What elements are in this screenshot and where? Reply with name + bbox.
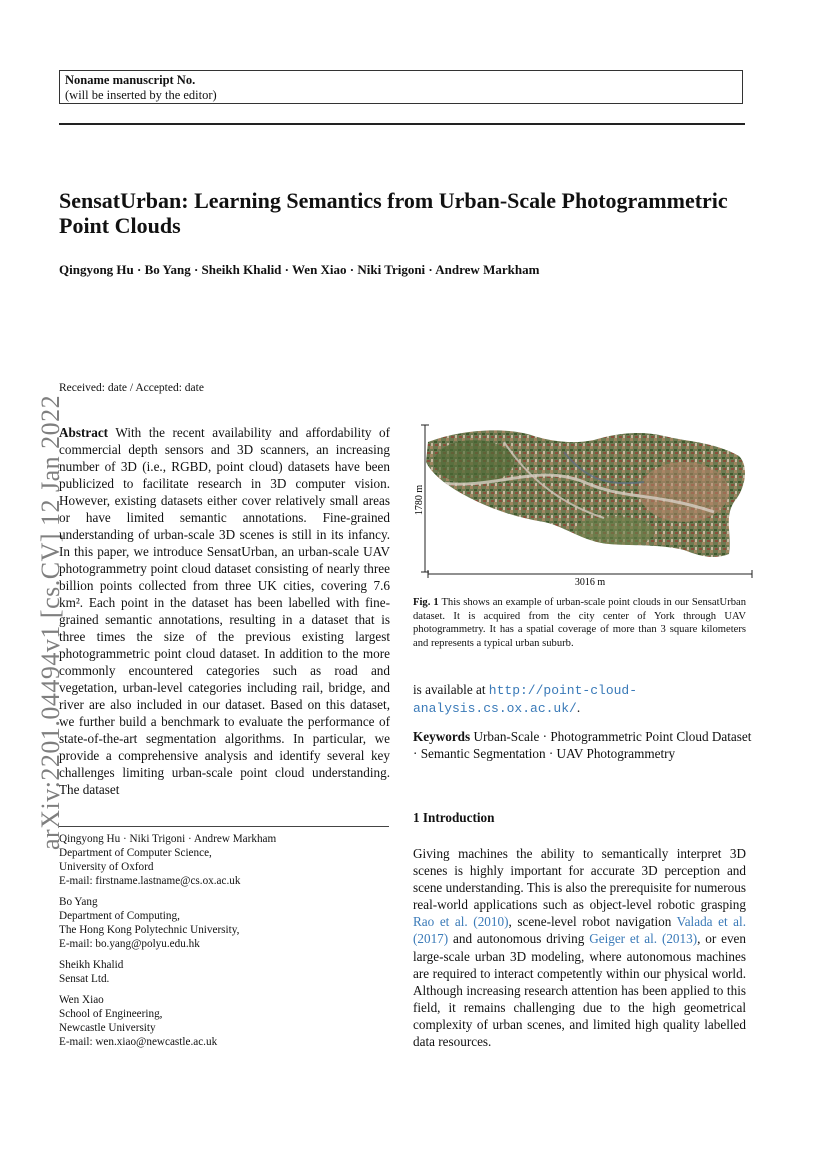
citation-link[interactable]: Valada et al. (2017) bbox=[413, 914, 746, 947]
section-heading-introduction: 1 Introduction bbox=[413, 810, 495, 825]
affiliation-line: Sensat Ltd. bbox=[59, 973, 110, 985]
city-point-cloud bbox=[414, 422, 754, 572]
manuscript-header-box bbox=[59, 70, 743, 104]
affiliation-polyu bbox=[59, 895, 389, 951]
affiliation-email[interactable]: E-mail: bo.yang@polyu.edu.hk bbox=[59, 938, 200, 950]
abstract-label: Abstract bbox=[59, 425, 109, 440]
footnote-rule bbox=[59, 826, 389, 827]
availability-prefix: is available at bbox=[413, 682, 489, 697]
figure-1 bbox=[414, 422, 754, 592]
affiliation-email[interactable]: E-mail: wen.xiao@newcastle.ac.uk bbox=[59, 1036, 218, 1048]
affiliation-line: Newcastle University bbox=[59, 1022, 156, 1034]
editor-note: (will be inserted by the editor) bbox=[65, 88, 217, 102]
affiliation-line: School of Engineering, bbox=[59, 1008, 163, 1020]
affiliation-oxford bbox=[59, 832, 389, 888]
affiliation-line: Sheikh Khalid bbox=[59, 959, 124, 971]
keywords bbox=[413, 728, 753, 762]
affiliation-line: Qingyong Hu · Niki Trigoni · Andrew Markham bbox=[59, 833, 277, 845]
figure-caption-label: Fig. 1 bbox=[413, 597, 439, 608]
keywords-label: Keywords bbox=[413, 729, 471, 744]
arxiv-sidebar bbox=[18, 365, 65, 850]
affiliation-line: Department of Computer Science, bbox=[59, 847, 212, 859]
point-cloud-figure bbox=[414, 422, 754, 592]
affiliations bbox=[59, 832, 389, 1056]
citation-link[interactable]: Geiger et al. (2013) bbox=[589, 931, 698, 947]
intro-text: , or even large-scale urban 3D modeling, where autonomous machines are required to interact competently within our physical world. Although increasing research attention has been applied to this field, it remains challenging due to the high geometrical complexity of urban scenes, and limited high quality labelled data resources. bbox=[413, 931, 746, 1050]
affiliation-line: University of Oxford bbox=[59, 861, 154, 873]
manuscript-number: Noname manuscript No. bbox=[65, 73, 196, 87]
keywords-text: Urban-Scale · Photogrammetric Point Cloud Dataset · Semantic Segmentation · UAV Photogrammetry bbox=[413, 729, 752, 761]
height-label: 1780 m bbox=[414, 484, 425, 516]
intro-text: and autonomous driving bbox=[448, 931, 590, 947]
abstract bbox=[59, 424, 390, 798]
dataset-url-link[interactable]: http://point-cloud-analysis.cs.ox.ac.uk/ bbox=[413, 683, 638, 716]
figure-caption-text: This shows an example of urban-scale point clouds in our SensatUrban dataset. It is acquired from the city center of York through UAV photogrammetry. It has a spatial coverage of more than 3 square kilometers and represents a typical urban suburb. bbox=[413, 597, 746, 649]
author-list: Qingyong Hu · Bo Yang · Sheikh Khalid · Wen Xiao · Niki Trigoni · Andrew Markham bbox=[59, 262, 540, 277]
intro-text: Giving machines the ability to semantically interpret 3D scenes is highly important for accurate 3D perception and scene understanding. This is also the prerequisite for numerous real-world applications such as object-level robotic grasping bbox=[413, 846, 746, 913]
received-date: Received: date / Accepted: date bbox=[59, 382, 204, 394]
affiliation-line: Wen Xiao bbox=[59, 994, 104, 1006]
affiliation-sensat bbox=[59, 958, 389, 986]
introduction-paragraph bbox=[413, 845, 746, 1050]
availability-suffix: . bbox=[576, 700, 581, 715]
affiliation-newcastle bbox=[59, 993, 389, 1049]
paper-title: SensatUrban: Learning Semantics from Urban-Scale Photogrammetric Point Clouds bbox=[59, 188, 728, 238]
width-label: 3016 m bbox=[574, 577, 606, 588]
arxiv-identifier[interactable]: arXiv:2201.04494v1 [cs.CV] 12 Jan 2022 bbox=[36, 394, 65, 850]
affiliation-email[interactable]: E-mail: firstname.lastname@cs.ox.ac.uk bbox=[59, 875, 241, 887]
affiliation-line: Bo Yang bbox=[59, 896, 98, 908]
citation-link[interactable]: Rao et al. (2010) bbox=[413, 914, 509, 930]
figure-caption bbox=[413, 596, 746, 650]
header-rule bbox=[59, 123, 745, 125]
intro-text: , scene-level robot navigation bbox=[508, 914, 677, 930]
affiliation-line: The Hong Kong Polytechnic University, bbox=[59, 924, 240, 936]
abstract-text: With the recent availability and affordability of commercial depth sensors and 3D scanners, an increasing number of 3D (i.e., RGBD, point cloud) datasets have been publicized to facilitate research in 3D computer vision. However, existing datasets either cover relatively small areas or have limited semantic annotations. Fine-grained understanding of urban-scale 3D scenes is still in its infancy. In this paper, we introduce SensatUrban, an urban-scale UAV photogrammetry point cloud dataset consisting of nearly three billion points collected from three UK cities, covering 7.6 km². Each point in the dataset has been labelled with fine-grained semantic annotations, resulting in a dataset that is three times the size of the previous existing largest photogrammetric point cloud dataset. In addition to the more commonly encountered categories such as road and vegetation, urban-level categories including rail, bridge, and river are also included in our dataset. Based on this dataset, we further build a benchmark to evaluate the performance of state-of-the-art segmentation algorithms. In particular, we provide a comprehensive analysis and identify several key challenges limiting urban-scale point cloud understanding. The dataset bbox=[59, 425, 391, 797]
affiliation-line: Department of Computing, bbox=[59, 910, 180, 922]
dataset-availability bbox=[413, 681, 753, 717]
